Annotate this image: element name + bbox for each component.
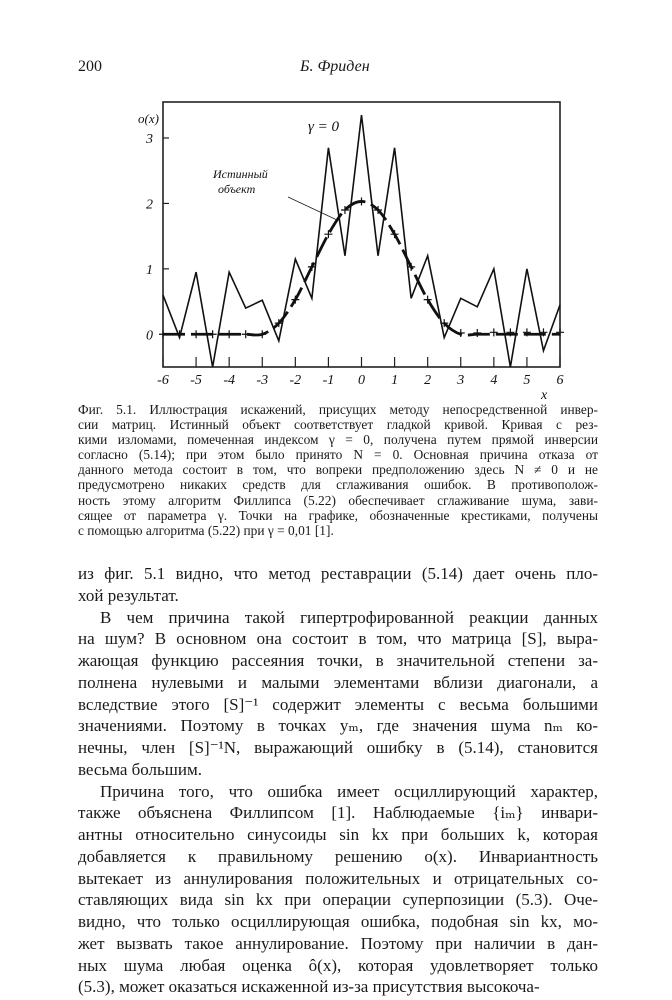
true-object-label: объект (218, 182, 256, 196)
cross-point (159, 330, 167, 338)
x-tick-label: 6 (556, 373, 564, 388)
caption-line: с помощью алгоритма (5.22) при γ = 0,01 [1]. (78, 522, 334, 538)
x-tick-label: -1 (322, 373, 335, 388)
body-line: (5.3), может оказаться искаженной из-за присутствия высокоча- (78, 977, 540, 997)
page-number: 200 (78, 58, 102, 75)
y-tick-label: 1 (146, 262, 153, 278)
body-line: значениями. Поэтому в точках yₘ, где значения шума nₘ ко- (78, 716, 598, 736)
true-object-label: Истинный (213, 167, 268, 181)
body-line: весьма большим. (78, 759, 202, 779)
x-tick-label: -4 (223, 373, 236, 388)
y-tick-label: 3 (146, 131, 153, 147)
cross-point (209, 330, 217, 338)
gamma-label: γ = 0 (308, 119, 340, 135)
figure-5-1-chart (0, 0, 672, 410)
cross-point (457, 329, 465, 337)
cross-point (225, 330, 233, 338)
figure-caption (78, 402, 598, 538)
x-tick-label: 5 (523, 373, 531, 388)
x-axis-label: x (541, 388, 548, 403)
caption-line: Фиг. 5.1. Иллюстрация искажений, присущих методу непосредственной инвер- (78, 402, 598, 417)
caption-line: ность этому алгоритм Филлипса (5.22) обеспечивает сглаживание шума, зави- (78, 492, 598, 508)
caption-line: предусмотрено никаких средств для сглаживания ошибок. В противополож- (78, 477, 598, 493)
body-line: жет вызвать такое аннулирование. Поэтому при наличии в дан- (78, 933, 598, 953)
body-line: Причина того, что ошибка имеет осциллирующий характер, (100, 781, 598, 801)
x-tick-label: -6 (157, 373, 169, 388)
body-line: видно, что только осциллирующая ошибка, подобная sin kx, мо- (78, 912, 598, 931)
y-axis-label: o(x) (138, 111, 159, 126)
body-line: добавляется к правильному решению o(x). Инвариантность (78, 846, 598, 866)
x-tick-label: -5 (190, 373, 202, 388)
body-line: вытекает из аннулирования положительных и отрицательных со- (78, 868, 598, 888)
annotation-pointer (288, 197, 337, 220)
x-tick-label: 2 (424, 373, 432, 388)
body-line: ных шума любая оценка ô(x), которая удовлетворяет только (78, 955, 598, 975)
caption-line: кими изломами, помеченная индексом γ = 0, получена путем прямой инверсии (78, 432, 598, 448)
caption-line: сящее от параметра γ. Точки на графике, обозначенные крестиками, получены (78, 507, 598, 523)
cross-point (192, 330, 200, 338)
y-tick-label: 0 (146, 328, 153, 344)
body-line: вследствие этого [S]⁻¹ содержит элементы с весьма большими (78, 694, 598, 714)
body-line: жающая функцию рассеяния точки, в значительной степени за- (78, 651, 598, 670)
cross-point (258, 330, 266, 338)
body-line: антны относительно синусоиды sin kx при больших k, которая (78, 825, 598, 844)
body-line: полнена нулевыми и малыми элементами вблизи диагонали, а (78, 672, 598, 692)
body-line: хой результат. (78, 585, 179, 605)
true-object-curve (163, 201, 560, 335)
x-tick-label: 4 (490, 373, 498, 388)
x-tick-label: 3 (457, 373, 465, 388)
y-tick-label: 2 (146, 197, 153, 213)
body-line: нечны, член [S]⁻¹N, выражающий ошибку в (5.14), становится (78, 738, 598, 757)
running-title: Б. Фриден (300, 58, 370, 75)
body-line: из фиг. 5.1 видно, что метод реставрации (5.14) дает очень пло- (78, 564, 598, 583)
cross-point (242, 330, 250, 338)
x-tick-label: -3 (256, 373, 269, 388)
x-tick-label: 1 (391, 373, 399, 388)
x-tick-label: -2 (289, 373, 302, 388)
body-line: В чем причина такой гипертрофированной реакции данных (100, 607, 598, 627)
caption-line: данного метода состоит в том, что вопреки предположению здесь N ≠ 0 и не (78, 462, 598, 478)
x-tick-label: 0 (358, 373, 365, 388)
cross-point (358, 197, 366, 205)
body-text (78, 563, 598, 998)
caption-line: сии матриц. Истинный объект соответствует гладкой кривой. Кривая с рез- (78, 417, 598, 433)
caption-line: согласно (5.14); при этом было принято N = 0. Основная причина отказа от (78, 447, 598, 463)
gamma-0-curve (163, 115, 560, 367)
body-line: на шум? В основном она состоит в том, что матрица [S], выра- (78, 629, 598, 649)
plot-frame (163, 102, 560, 367)
body-line: также объяснена Филлипсом [1]. Наблюдаемые {iₘ} инвари- (78, 803, 598, 823)
body-line: ставляющих вида sin kx при операции суперпозиции (5.3). Оче- (78, 890, 598, 910)
